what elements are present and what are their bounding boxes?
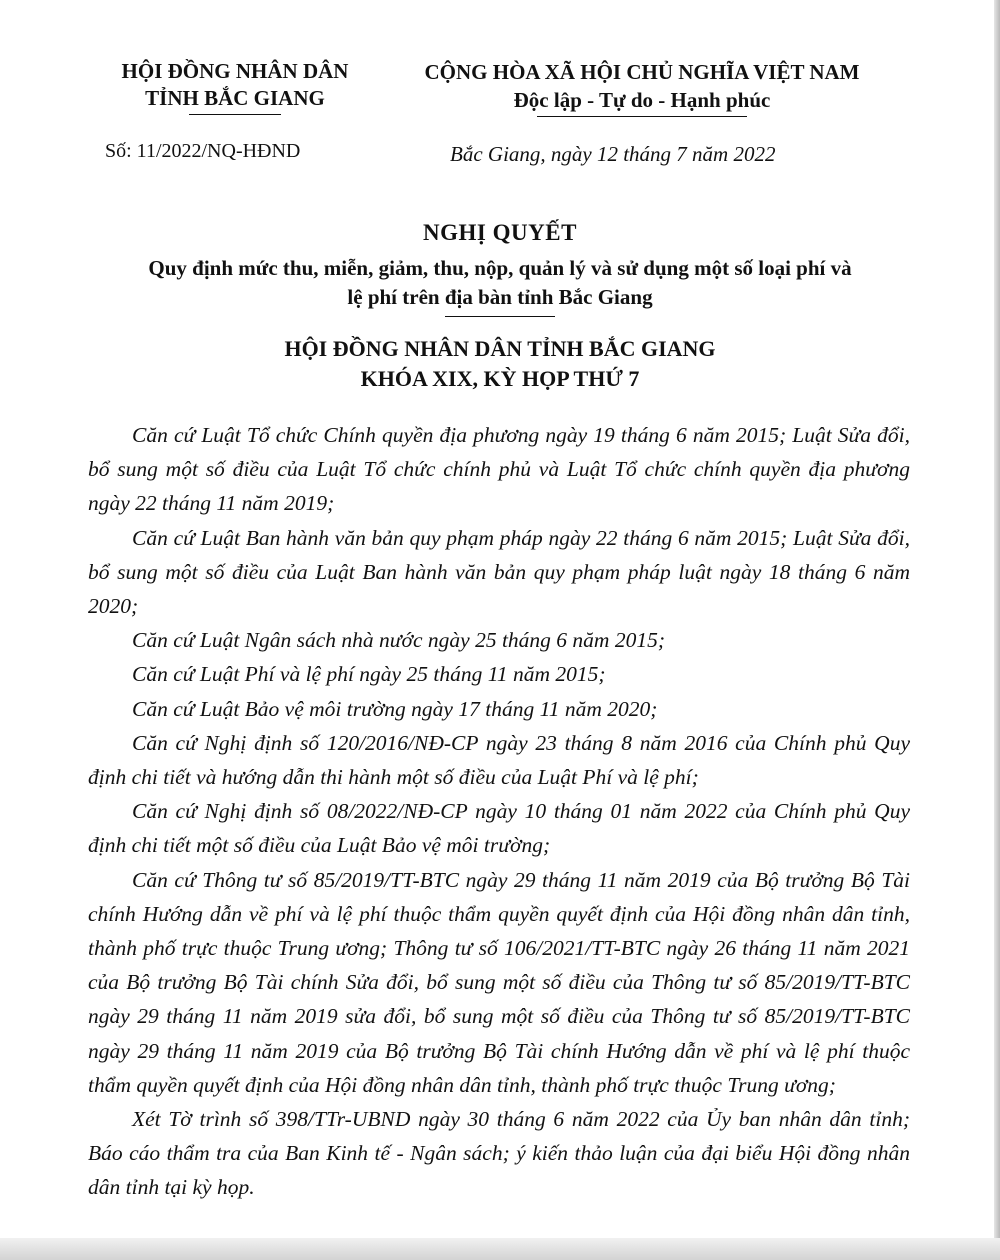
page-bottom-shadow <box>0 1238 1000 1260</box>
preamble-paragraph: Căn cứ Luật Ban hành văn bản quy phạm pháp ngày 22 tháng 6 năm 2015; Luật Sửa đổi, bổ sung một số điều của Luật Ban hành văn bản quy phạm pháp luật ngày 18 tháng 6 năm 2020; <box>88 525 910 619</box>
preamble-paragraph: Căn cứ Luật Tổ chức Chính quyền địa phương ngày 19 tháng 6 năm 2015; Luật Sửa đổi, bổ sung một số điều của Luật Tổ chức chính phủ và Luật Tổ chức chính quyền địa phương ngày 22 tháng 11 năm 2019; <box>88 423 910 516</box>
subtitle-line-2: lệ phí trên địa bàn tỉnh Bắc Giang <box>347 285 653 309</box>
authority-line-2: TỈNH BẮC GIANG <box>145 86 325 110</box>
issuing-authority <box>70 58 400 115</box>
national-name: CỘNG HÒA XÃ HỘI CHỦ NGHĨA VIỆT NAM <box>424 60 860 84</box>
document-number: Số: 11/2022/NQ-HĐND <box>105 140 301 162</box>
preamble-paragraph: Căn cứ Luật Bảo vệ môi trường ngày 17 tháng 11 năm 2020; <box>132 696 658 721</box>
preamble-paragraph: Xét Tờ trình số 398/TTr-UBND ngày 30 tháng 6 năm 2022 của Ủy ban nhân dân tỉnh; Báo cáo thẩm tra của Ban Kinh tế - Ngân sách; ý kiến thảo luận của đại biểu Hội đồng nhân dân tỉnh tại kỳ họp. <box>88 1107 910 1200</box>
page-right-shadow <box>994 0 1000 1260</box>
national-motto: Độc lập - Tự do - Hạnh phúc <box>513 88 771 112</box>
motto-underline <box>537 116 747 117</box>
document-subtitle <box>70 254 930 312</box>
preamble-paragraph: Căn cứ Thông tư số 85/2019/TT-BTC ngày 29 tháng 11 năm 2019 của Bộ trưởng Bộ Tài chính Hướng dẫn về phí và lệ phí thuộc thẩm quyền quyết định của Hội đồng nhân dân tỉnh, thành phố trực thuộc Trung ương; Thông tư số 106/2021/TT-BTC ngày 26 tháng 11 năm 2021 của Bộ trưởng Bộ Tài chính Sửa đổi, bổ sung một số điều của Thông tư số 85/2019/TT-BTC ngày 29 tháng 11 năm 2019 sửa đổi, bổ sung một số điều của Thông tư số 85/2019/TT-BTC ngày 29 tháng 11 năm 2019 của Bộ trưởng Bộ Tài chính Hướng dẫn về phí và lệ phí thuộc thẩm quyền quyết định của Hội đồng nhân dân tỉnh, thành phố trực thuộc Trung ương; <box>88 867 910 1097</box>
document-title: NGHỊ QUYẾT <box>423 220 577 245</box>
authority-underline <box>189 114 281 115</box>
preamble <box>88 418 910 1205</box>
preamble-paragraph: Căn cứ Luật Ngân sách nhà nước ngày 25 tháng 6 năm 2015; <box>132 628 665 653</box>
council-name: HỘI ĐỒNG NHÂN DÂN TỈNH BẮC GIANG <box>284 336 716 361</box>
preamble-paragraph: Căn cứ Luật Phí và lệ phí ngày 25 tháng 11 năm 2015; <box>132 662 606 687</box>
preamble-paragraph: Căn cứ Nghị định số 08/2022/NĐ-CP ngày 10 tháng 01 năm 2022 của Chính phủ Quy định chi tiết một số điều của Luật Bảo vệ môi trường; <box>88 799 910 858</box>
authority-line-1: HỘI ĐỒNG NHÂN DÂN <box>121 59 349 83</box>
issue-date: Bắc Giang, ngày 12 tháng 7 năm 2022 <box>450 142 776 166</box>
subtitle-line-1: Quy định mức thu, miễn, giảm, thu, nộp, quản lý và sử dụng một số loại phí và <box>148 256 852 280</box>
council-session: KHÓA XIX, KỲ HỌP THỨ 7 <box>360 366 640 391</box>
national-heading <box>392 58 892 117</box>
subtitle-underline <box>445 316 555 317</box>
council-heading <box>0 334 1000 394</box>
preamble-paragraph: Căn cứ Nghị định số 120/2016/NĐ-CP ngày 23 tháng 8 năm 2016 của Chính phủ Quy định chi tiết và hướng dẫn thi hành một số điều của Luật Phí và lệ phí; <box>88 730 910 790</box>
